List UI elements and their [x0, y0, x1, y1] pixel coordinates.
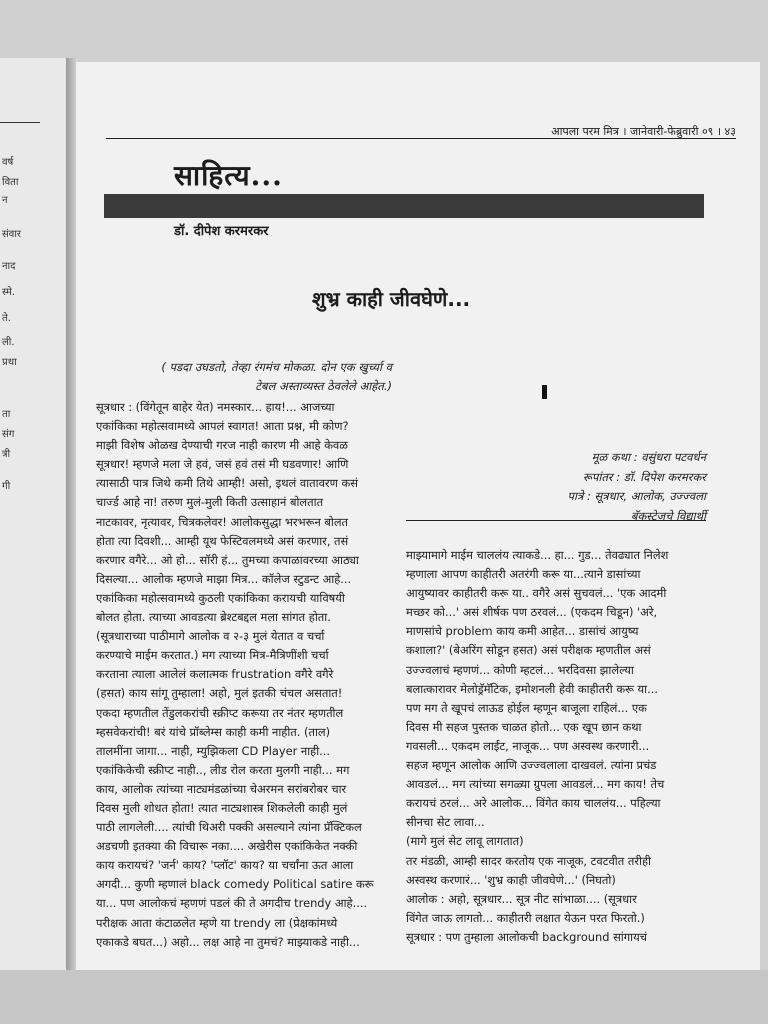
stage-direction-line: ( पडदा उघडतो, तेव्हा रंगमंच मोकळा. दोन एक खुर्च्या व	[161, 360, 392, 374]
body-line: (सूत्रधाराच्या पाठीमागे आलोक व २-३ मुलं येतात व चर्चा	[96, 629, 325, 644]
body-line: आयुष्यावर काहीतरी करू या.. वगैरे असं सुचवलं... 'एक आदमी	[406, 586, 667, 601]
body-line: उज्ज्वलाचं म्हणणं... कोणी म्हटलं... भरदिवसा झालेल्या	[406, 662, 634, 677]
body-line: माझी विशेष ओळख देण्याची गरज नाही कारण मी आहे केवळ	[96, 438, 348, 453]
section-band	[104, 194, 704, 218]
body-line: कशाला?' (बेअरिंग सोडून हसत) असं परीक्षक म्हणतील असं	[406, 643, 651, 658]
body-line: आवडलं... मग त्यांच्या सगळ्या ग्रुपला आवडलं... मग काय! तेच	[406, 777, 665, 792]
facing-page-fragment: प्रथा	[2, 357, 17, 368]
body-line: (मागे मुलं सेट लावू लागतात)	[406, 834, 524, 849]
body-line: अस्वस्थ करणारं... 'शुभ्र काही जीवघेणे...' (निघतो)	[406, 872, 616, 887]
body-line: दिसल्या... आलोक म्हणजे माझा मित्र... कॉलेज स्टुडन्ट आहे...	[96, 571, 352, 586]
body-line: माझ्यामागे माईम चाललंय त्याकडे... हा... गुड... तेवढ्यात निलेश	[406, 548, 669, 562]
body-line: काय, आलोक त्यांच्या नाट्यमंडळांच्या चेअरमन सरांबरोबर चार	[96, 781, 347, 796]
stage-direction-line: टेबल अस्ताव्यस्त ठेवलेले आहेत.)	[255, 379, 392, 393]
body-line: एकाकडे बघत...) अहो... लक्ष आहे ना तुमचं? माझ्याकडे नाही...	[96, 934, 360, 949]
body-line: म्हसवेकरांची! बरं यांचे प्रॉब्लेम्स काही कमी नाहीत. (ताल)	[96, 724, 331, 739]
body-line: गवसली... एकदम लाईट, नाजूक... पण अस्वस्थ करणारी...	[406, 738, 650, 753]
facing-page-fragment: न	[2, 195, 8, 206]
body-column-right	[406, 546, 706, 944]
body-line: करायचं ठरलं... अरे आलोक... विंगेत काय चाललंय... पहिल्या	[406, 796, 661, 811]
section-title: साहित्य...	[174, 159, 283, 192]
body-line: अडचणी इतक्या की विचारू नका.... अखेरीस एकांकिकेत नक्की	[96, 839, 358, 854]
facing-page-rule	[0, 122, 40, 123]
body-line: सूत्रधार : (विंगेतून बाहेर येत) नमस्कार... हाय!... आजच्या	[96, 400, 335, 414]
body-line: (हसत) काय सांगू तुम्हाला! अहो, मुलं इतकी चंचल असतात!	[96, 686, 343, 701]
body-line: करताना त्याला आलेलं कलात्मक frustration वगैरे वगैरे	[96, 667, 334, 682]
body-line: चार्ज्ड आहे ना! तरुण मुलं-मुली किती उत्साहानं बोलतात	[96, 495, 324, 510]
body-line: एकांकिकेची स्क्रीप्ट नाही.., लीड रोल करता मुलगी नाही... मग	[96, 762, 350, 777]
facing-page-fragment: ता	[2, 409, 11, 420]
facing-page-fragment: त्री	[2, 449, 11, 460]
facing-page-fragment: गी	[2, 481, 11, 492]
facing-page-fragment: ते.	[2, 313, 11, 324]
body-line: काय करायचं? 'जर्न' काय? 'प्लॉट' काय? या चर्चांना ऊत आला	[96, 858, 354, 873]
article-title: शुभ्र काही जीवघेणे...	[312, 287, 471, 311]
facing-page-fragment: संवार	[2, 229, 21, 240]
header-rule	[106, 138, 736, 139]
body-line: माणसांचे problem काय कमी आहेत... डासांचं आयुष्य	[406, 624, 639, 639]
column-marker	[542, 385, 547, 399]
facing-page	[0, 58, 67, 970]
body-line: तालमींना जागा... नाही, म्युझिकला CD Player नाही...	[96, 743, 331, 758]
body-column-left	[96, 398, 396, 949]
body-line: होता त्या दिवशी... आम्ही यूथ फेस्टिवलमध्ये असं करणार, तसं	[96, 533, 349, 548]
body-line: एकांकिका महोत्सवामध्ये कुठली एकांकिका करायची याविषयी	[96, 590, 345, 605]
body-line: त्यासाठी पात्र जिथे कमी तिथे आम्ही! असो, इथलं वातावरण कसं	[96, 476, 358, 491]
body-line: म्हणाला आपण काहीतरी अतरंगी करू या...त्याने डासांच्या	[406, 567, 641, 582]
facing-page-fragment: विता	[2, 177, 19, 188]
body-line: आलोक : अहो, सूत्रधार... सूत्र नीट सांभाळा.... (सूत्रधार	[406, 891, 637, 906]
body-line: या... पण आलोकचं म्हणणं पडलं की ते अगदीच trendy आहे....	[96, 896, 368, 911]
body-line: तर मंडळी, आम्ही सादर करतोय एक नाजूक, टवटवीत तरीही	[406, 853, 651, 868]
credits-rule	[406, 520, 706, 521]
body-line: सहज म्हणून आलोक आणि उज्ज्वलाला दाखवलं. त्यांना प्रचंड	[406, 758, 657, 773]
facing-page-fragment: वर्ष	[2, 157, 14, 168]
stage-direction	[116, 358, 392, 396]
facing-page-fragment: स्मे.	[2, 287, 16, 298]
body-line: एकांकिका महोत्सवामध्ये आपलं स्वागत! आता प्रश्न, मी कोण?	[96, 419, 349, 434]
credit-line: रूपांतर : डॉ. दिपेश करमरकर	[582, 469, 706, 484]
body-line: सूत्रधार : पण तुम्हाला आलोकची background सांगायचं	[406, 929, 647, 944]
body-line: नाटकावर, नृत्यावर, चित्रकलेवर! आलोकसुद्धा भरभरून बोलत	[96, 514, 349, 529]
body-line: बोलत होता. त्याच्या आवडत्या ब्रेश्टबद्दल मला सांगत होता.	[96, 610, 331, 625]
body-line: एकदा म्हणतील तेंडुलकरांची स्क्रीप्ट करूया तर नंतर म्हणतील	[96, 705, 344, 720]
magazine-page	[76, 62, 760, 970]
play-credits	[406, 448, 706, 526]
credit-line: बॅकस्टेजचे विद्यार्थी	[630, 508, 706, 523]
body-line: सूत्रधार! म्हणजे मला जे हवं, जसं हवं तसं मी घडवणार! आणि	[96, 457, 349, 472]
body-line: परीक्षक आता कंटाळलेत म्हणे या trendy ला (प्रेक्षकांमध्ये	[96, 915, 338, 930]
body-line: सीनचा सेट लावा...	[406, 815, 485, 830]
body-line: दिवस मी सहज पुस्तक चाळत होतो... एक खूप छान कथा	[406, 719, 642, 734]
body-line: बलात्कारावर मेलोड्रॅमॅटिक, इमोशनली हेवी काहीतरी करू या...	[406, 681, 658, 696]
body-line: करण्याचे माईम करतात.) मग त्याच्या मित्र-मैत्रिणींशी चर्चा	[96, 648, 329, 663]
body-line: करणार वगैरे... ओ हो... सॉरी हं... तुमच्या कपाळावरच्या आठ्या	[96, 552, 359, 567]
scan-background	[0, 970, 768, 1024]
body-line: अगदी... कुणी म्हणालं black comedy Political satire करू	[96, 877, 374, 892]
body-line: पाठी लागलेली.... त्यांची थिअरी पक्की असल्याने त्यांना प्रॅक्टिकल	[96, 820, 362, 835]
body-line: दिवस मुली शोधत होता! त्यात नाट्यशास्त्र शिकलेली काही मुलं	[96, 800, 348, 815]
credit-line: मूळ कथा : वसुंधरा पटवर्धन	[591, 450, 706, 464]
credit-line: पात्रे : सूत्रधार, आलोक, उज्ज्वला	[567, 489, 706, 503]
body-line: मच्छर को...' असं शीर्षक पण ठरवलं... (एकदम चिडून) 'अरे,	[406, 605, 658, 620]
facing-page-fragment: नाद	[2, 261, 16, 272]
body-line: पण मग ते खूपचं लाऊड होईल म्हणून बाजूला राहिलं... एक	[406, 700, 647, 715]
running-header: आपला परम मित्र । जानेवारी-फेब्रुवारी ०९ । ४३	[551, 125, 736, 138]
body-line: विंगेत जाऊ लागतो... काहीतरी लक्षात येऊन परत फिरतो.)	[406, 910, 645, 925]
facing-page-fragment: ली.	[2, 337, 15, 348]
author-name: डॉ. दीपेश करमरकर	[174, 224, 269, 239]
facing-page-fragment: संग	[2, 429, 15, 440]
